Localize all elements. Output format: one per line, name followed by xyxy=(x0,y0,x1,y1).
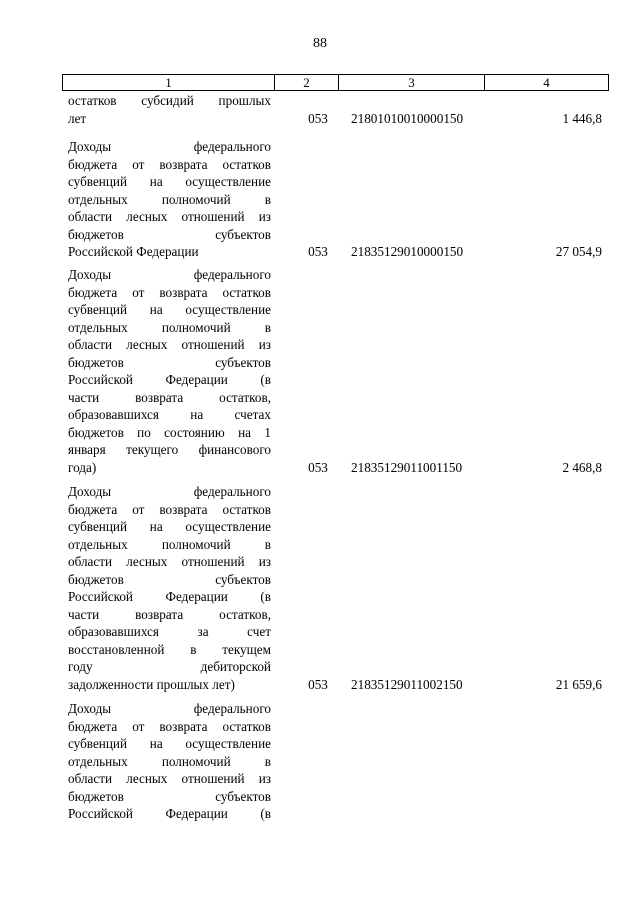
description-line: отдельных полномочий в xyxy=(68,319,271,335)
description-line: Доходы федерального xyxy=(68,701,271,716)
description-line: отдельных полномочий в xyxy=(68,536,271,552)
description-line: остатков субсидий прошлых xyxy=(68,93,271,108)
description-line: года) xyxy=(68,459,97,475)
description-line: бюджетов субъектов xyxy=(68,226,271,242)
description-line: восстановленной в текущем xyxy=(68,641,271,657)
header-col-1: 1 xyxy=(63,75,275,90)
description-line: Российской Федерации (в xyxy=(68,372,271,387)
description-line: субвенций на осуществление xyxy=(68,174,271,189)
description-line: бюджета от возврата остатков xyxy=(68,156,271,172)
budget-classification-code: 21801010010000150 xyxy=(351,110,464,126)
description-line: Российской Федерации (в xyxy=(68,589,271,604)
table-row xyxy=(68,266,608,476)
description-line: части возврата остатков, xyxy=(68,606,271,622)
row-description xyxy=(68,483,271,693)
description-line: Доходы федерального xyxy=(68,267,271,282)
admin-code: 053 xyxy=(308,110,328,126)
description-line: субвенций на осуществление xyxy=(68,302,271,317)
description-line: Доходы федерального xyxy=(68,484,271,499)
row-description xyxy=(68,266,271,476)
description-line: бюджета от возврата остатков xyxy=(68,718,271,734)
amount: 2 468,8 xyxy=(562,459,602,475)
description-line: Российской Федерации xyxy=(68,244,199,259)
description-line: лет xyxy=(68,110,87,126)
budget-classification-code: 21835129010000150 xyxy=(351,244,464,259)
description-line: области лесных отношений из xyxy=(68,209,271,224)
description-line: Российской Федерации (в xyxy=(68,806,271,821)
admin-code: 053 xyxy=(308,244,328,259)
description-line: части возврата остатков, xyxy=(68,389,271,405)
description-line: бюджетов субъектов xyxy=(68,788,271,804)
description-line: субвенций на осуществление xyxy=(68,736,271,751)
row-description xyxy=(68,92,271,127)
budget-classification-code: 21835129011002150 xyxy=(351,676,463,692)
description-line: Доходы федерального xyxy=(68,139,271,154)
description-line: бюджета от возврата остатков xyxy=(68,284,271,300)
table-header xyxy=(62,74,609,91)
header-col-2: 2 xyxy=(275,75,339,90)
row-description xyxy=(68,138,271,261)
table-row xyxy=(68,138,608,261)
description-line: бюджетов субъектов xyxy=(68,354,271,370)
budget-classification-code: 21835129011001150 xyxy=(351,459,463,475)
admin-code: 053 xyxy=(308,676,328,692)
description-line: бюджета от возврата остатков xyxy=(68,501,271,517)
amount: 1 446,8 xyxy=(562,110,602,126)
table-row xyxy=(68,483,608,693)
description-line: субвенций на осуществление xyxy=(68,519,271,534)
header-col-4: 4 xyxy=(543,75,550,90)
description-line: задолженности прошлых лет) xyxy=(68,676,235,692)
description-line: году дебиторской xyxy=(68,659,271,674)
table-row xyxy=(68,92,608,128)
admin-code: 053 xyxy=(308,459,328,475)
description-line: бюджетов по состоянию на 1 xyxy=(68,424,271,440)
description-line: отдельных полномочий в xyxy=(68,753,271,769)
header-col-3: 3 xyxy=(339,75,485,90)
description-line: области лесных отношений из xyxy=(68,771,271,786)
description-line: бюджетов субъектов xyxy=(68,571,271,587)
description-line: образовавшихся за счет xyxy=(68,624,271,639)
description-line: отдельных полномочий в xyxy=(68,191,271,207)
description-line: области лесных отношений из xyxy=(68,554,271,569)
description-line: января текущего финансового xyxy=(68,442,271,457)
row-description xyxy=(68,700,271,823)
table-row xyxy=(68,700,608,823)
page-number: 88 xyxy=(313,36,327,51)
description-line: образовавшихся на счетах xyxy=(68,407,271,422)
description-line: области лесных отношений из xyxy=(68,337,271,352)
amount: 21 659,6 xyxy=(555,676,602,692)
amount: 27 054,9 xyxy=(555,244,602,259)
